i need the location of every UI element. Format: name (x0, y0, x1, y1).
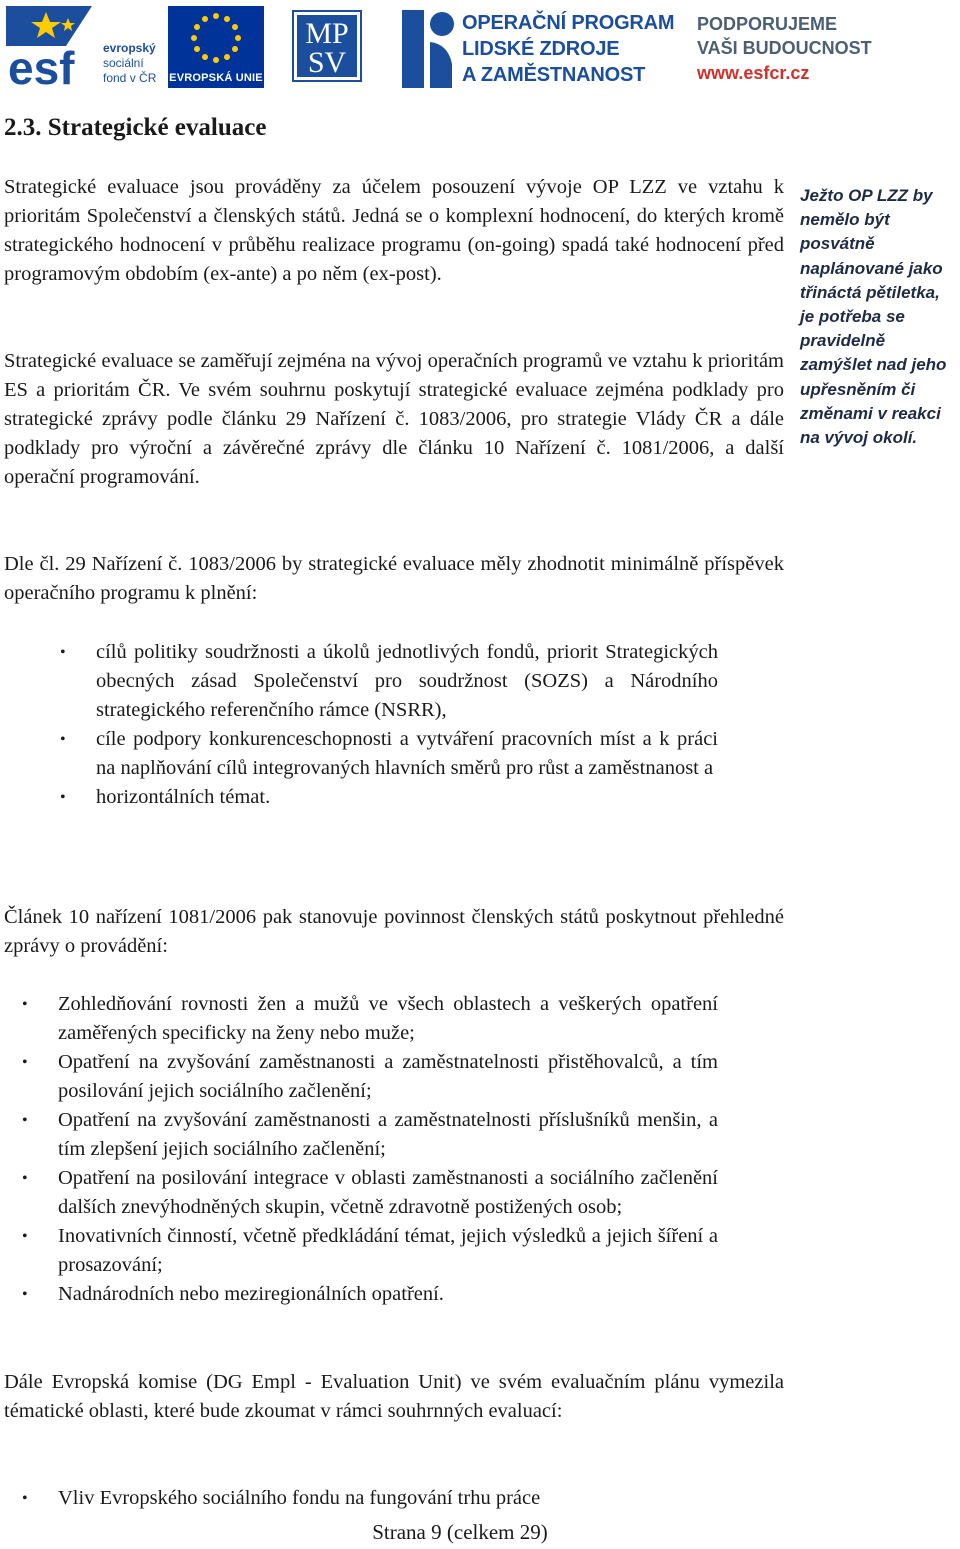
op-line-2: LIDSKÉ ZDROJE (462, 38, 620, 60)
op-lzz-text (462, 10, 674, 88)
list-article-10 (22, 990, 718, 1309)
support-slogan (697, 12, 897, 92)
list-article-29 (60, 638, 718, 812)
list-item-text: cíle podpory konkurenceschopnosti a vytváření pracovních míst a k práci na naplňování cílů integrovaných hlavních směrů pro růst a zaměstnanost a (96, 728, 718, 779)
paragraph-focus: Strategické evaluace se zaměřují zejména na vývoj operačních programů ve vztahu k prioritám ES a prioritám ČR. Ve svém souhrnu poskytují strategické evaluace zejména podklady pro strategické zprávy podle článku 29 Nařízení č. 1083/2006, pro strategie Vlády ČR a dále podklady pro výroční a závěrečné zprávy dle článku 10 Nařízení č. 1081/2006, a další operační programování. (4, 350, 784, 488)
support-line-1: PODPORUJEME (697, 14, 838, 34)
esf-line-2: sociální (103, 56, 144, 70)
bullet-icon: • (60, 644, 66, 661)
paragraph-article-10: Článek 10 nařízení 1081/2006 pak stanovuje povinnost členských států poskytnout přehledné zprávy o provádění: (4, 906, 784, 957)
eu-flag-logo (168, 6, 264, 88)
bullet-icon: • (22, 1490, 28, 1507)
list-item-text: Inovativních činností, včetně předkládání témat, jejich výsledků a jejich šíření a prosazování; (58, 1225, 718, 1276)
mpsv-logo (292, 10, 362, 82)
bullet-icon: • (22, 1286, 28, 1303)
header-logos (0, 0, 960, 96)
esf-line-1: evropský (103, 41, 156, 55)
bullet-icon: • (22, 1112, 28, 1129)
esf-logo (6, 6, 164, 88)
bullet-icon: • (60, 731, 66, 748)
list-item (60, 638, 718, 725)
bullet-icon: • (22, 996, 28, 1013)
list-item (22, 1484, 718, 1513)
bullet-icon: • (22, 1228, 28, 1245)
list-item (22, 1106, 718, 1164)
paragraph-intro: Strategické evaluace jsou prováděny za účelem posouzení vývoje OP LZZ ve vztahu k prioritám Společenství a členských států. Jedná se o komplexní hodnocení, do kterých kromě strategického hodnocení v průběhu realizace programu (on-going) spadá také hodnocení před programovým obdobím (ex-ante) a po něm (ex-post). (4, 176, 784, 285)
paragraph-article-29: Dle čl. 29 Nařízení č. 1083/2006 by strategické evaluace měly zhodnotit minimálně příspěvek operačního programu k plnění: (4, 553, 784, 604)
list-item (22, 990, 718, 1048)
support-url: www.esfcr.cz (697, 63, 810, 83)
list-item-text: horizontálních témat. (96, 786, 271, 808)
eu-stars-icon (168, 6, 264, 70)
list-item-text: Opatření na posilování integrace v oblasti zaměstnanosti a sociálního začlenění dalších znevýhodněných skupin, včetně zdravotně postižených osob; (58, 1167, 718, 1218)
list-item-text: Opatření na zvyšování zaměstnanosti a zaměstnatelnosti příslušníků menšin, a tím zlepšení jejich sociálního začlenění; (58, 1109, 718, 1160)
paragraph-evaluation-plan: Dále Evropská komise (DG Empl - Evaluation Unit) ve svém evaluačním plánu vymezila tématické oblasti, které bude zkoumat v rámci souhrnných evaluací: (4, 1371, 784, 1422)
list-item (22, 1048, 718, 1106)
op-lzz-logo (402, 10, 692, 90)
margin-comment: Ježto OP LZZ by nemělo být posvátně naplánované jako třináctá pětiletka, je potřeba se pravidelně zamýšlet nad jeho upřesněním či změnami v reakci na vývoj okolí. (800, 186, 947, 448)
bullet-icon: • (22, 1170, 28, 1187)
list-item-text: Opatření na zvyšování zaměstnanosti a zaměstnatelnosti přistěhovalců, a tím posilování jejich sociálního začlenění; (58, 1051, 718, 1102)
list-item (60, 725, 718, 783)
list-evaluation-topics (22, 1484, 718, 1513)
bullet-icon: • (22, 1054, 28, 1071)
op-line-1: OPERAČNÍ PROGRAM (462, 12, 675, 34)
section-heading: 2.3. Strategické evaluace (4, 114, 267, 141)
eu-label: EVROPSKÁ UNIE (169, 72, 263, 84)
page-number: Strana 9 (celkem 29) (372, 1520, 548, 1544)
op-line-3: A ZAMĚSTNANOST (462, 64, 646, 86)
support-line-2: VAŠI BUDOUCNOST (697, 38, 872, 58)
esf-line-3: fond v ČR (103, 71, 157, 85)
list-item (22, 1222, 718, 1280)
esf-word: esf (8, 42, 75, 88)
mpsv-line-1: MP (305, 17, 349, 50)
list-item-text: Vliv Evropského sociálního fondu na fungování trhu práce (58, 1487, 541, 1509)
list-item-text: cílů politiky soudržnosti a úkolů jednotlivých fondů, priorit Strategických obecných zásad Společenství pro soudržnost (SOZS) a Národního strategického referenčního rámce (NSRR), (96, 641, 718, 721)
bullet-icon: • (60, 789, 66, 806)
op-lzz-emblem-icon (402, 10, 458, 88)
esf-logo-graphic (6, 6, 164, 88)
list-item (60, 783, 718, 812)
mpsv-logo-graphic (292, 10, 362, 82)
mpsv-line-2: SV (307, 46, 347, 79)
list-item-text: Zohledňování rovnosti žen a mužů ve všech oblastech a veškerých opatření zaměřených specificky na ženy nebo muže; (58, 993, 718, 1044)
list-item (22, 1280, 718, 1309)
list-item (22, 1164, 718, 1222)
list-item-text: Nadnárodních nebo meziregionálních opatření. (58, 1283, 444, 1305)
